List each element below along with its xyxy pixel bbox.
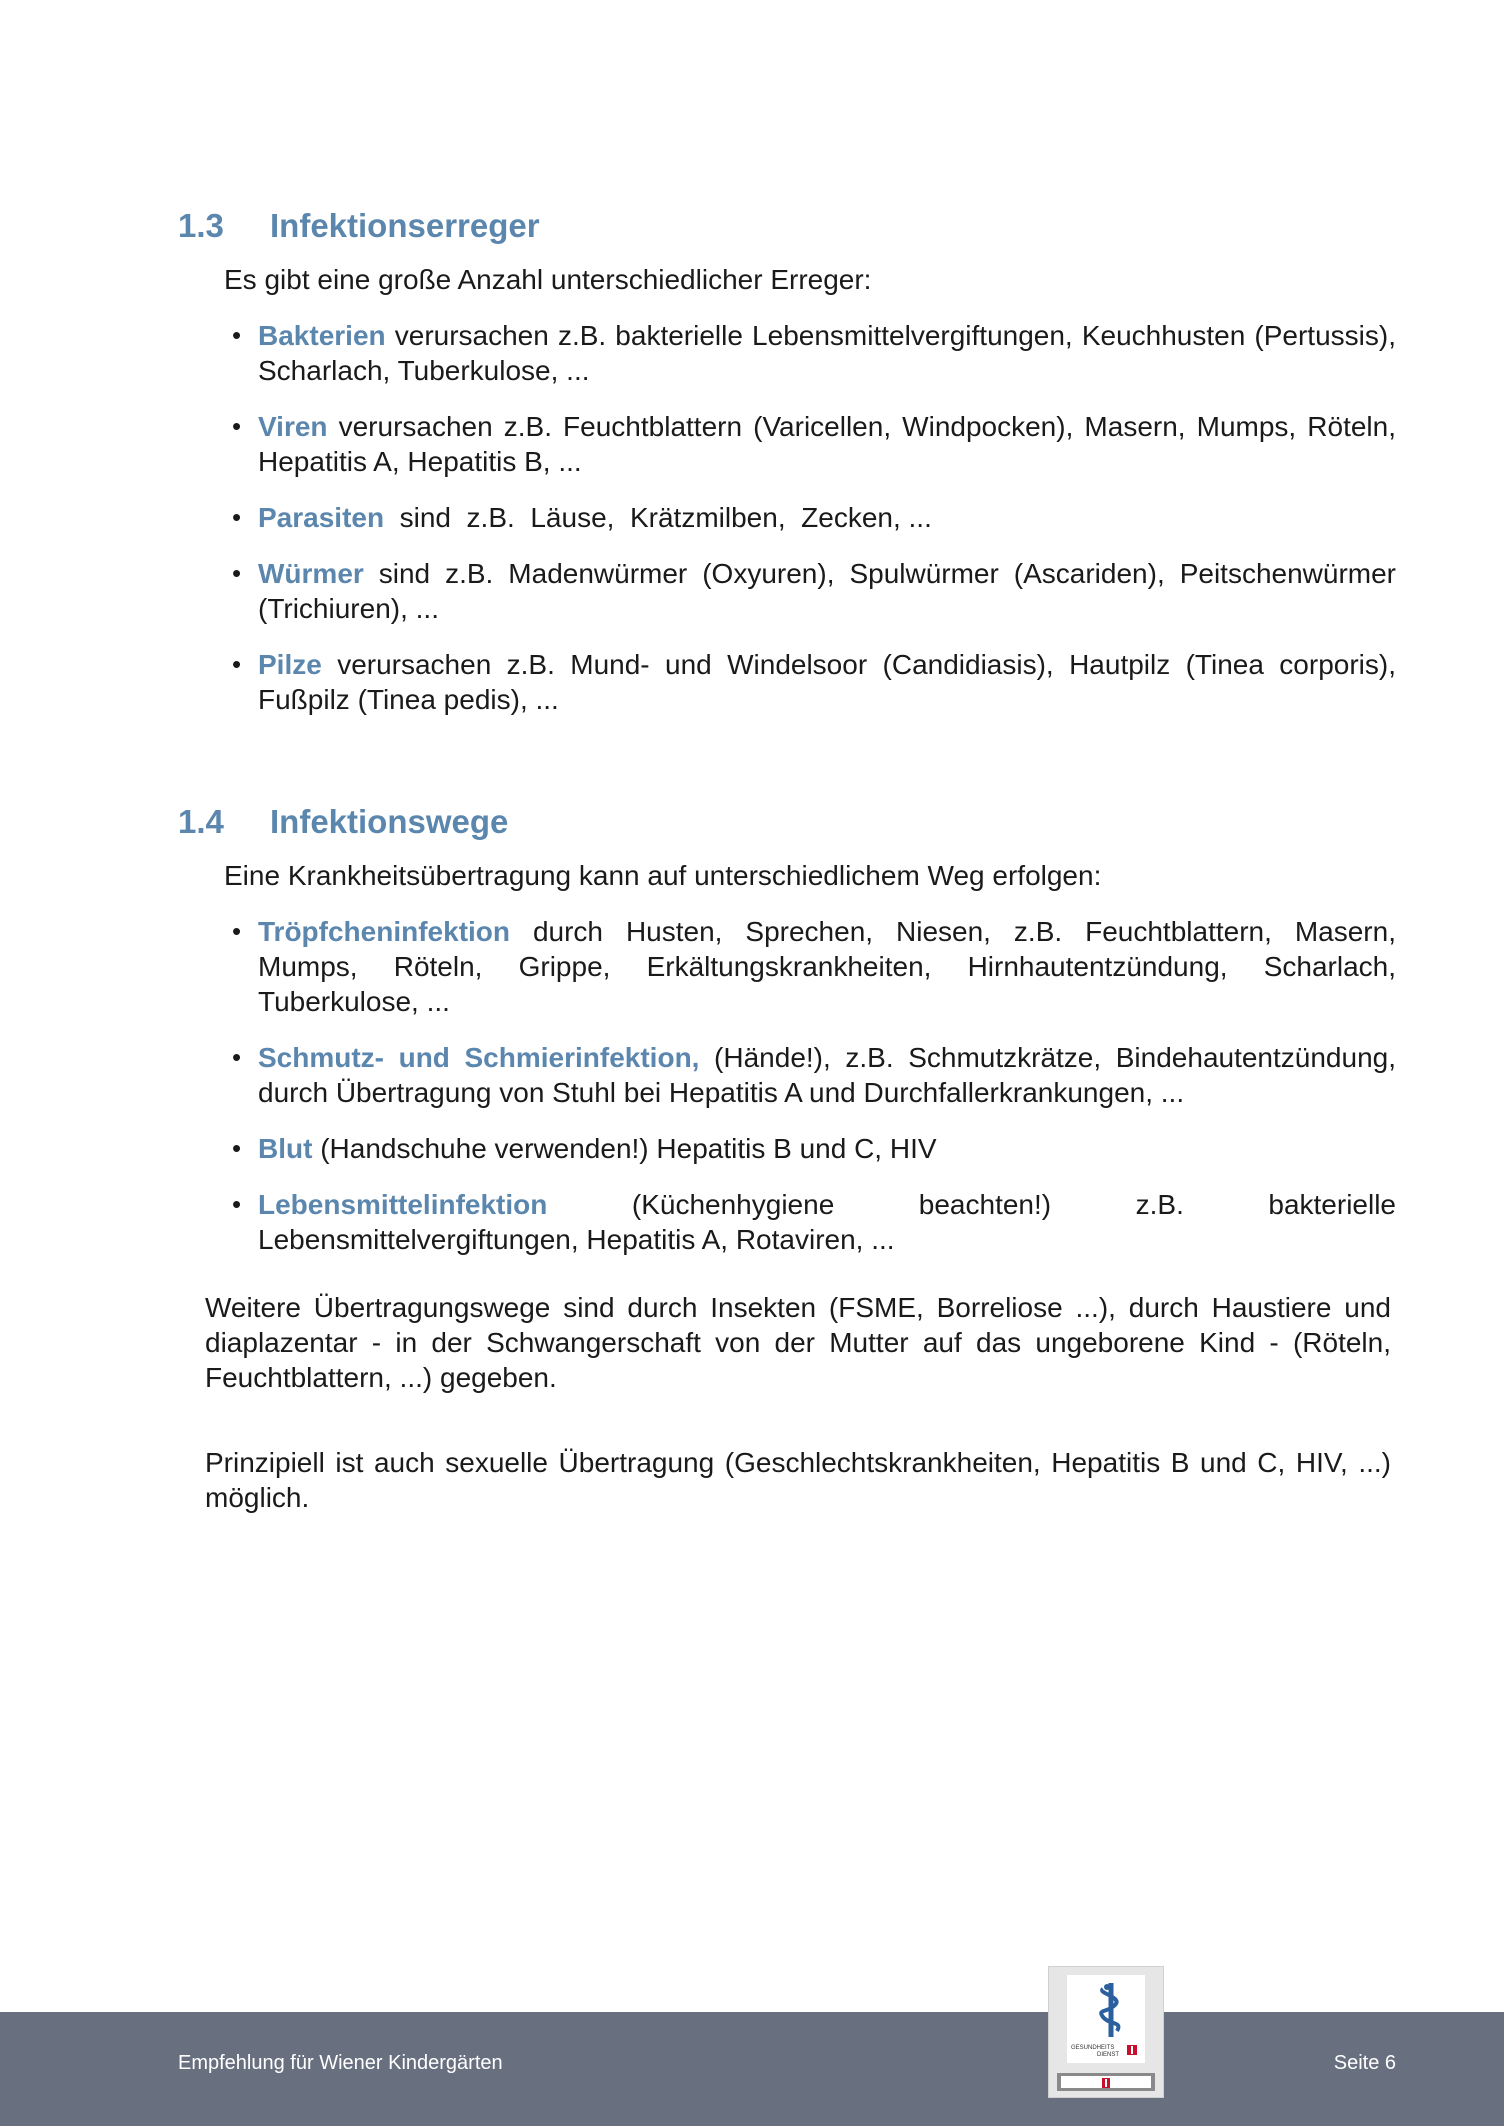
- list-item: [230, 1040, 1396, 1110]
- svg-text:DIENST: DIENST: [1097, 2052, 1120, 2058]
- list-item: [230, 500, 1396, 535]
- term: Pilze: [258, 649, 322, 680]
- item-text: verursachen z.B. Mund- und Windelsoor (Candidiasis), Hautpilz (Tinea corporis), Fußpilz (Tinea pedis), ...: [258, 649, 1396, 715]
- bullet-icon: •: [232, 558, 242, 588]
- section-title: Infektionswege: [270, 803, 509, 840]
- term: Würmer: [258, 558, 364, 589]
- footer-title: Empfehlung für Wiener Kindergärten: [178, 2052, 503, 2074]
- item-text: sind z.B. Läuse, Krätzmilben, Zecken, ...: [384, 502, 932, 533]
- section-heading-infektionswege: [178, 802, 508, 842]
- section-number: 1.3: [178, 207, 224, 244]
- section-title: Infektionserreger: [270, 207, 540, 244]
- infektionswege-list: [230, 914, 1396, 1278]
- paragraph-sexuelle-uebertragung: Prinzipiell ist auch sexuelle Übertragung (Geschlechtskrankheiten, Hepatitis B und C, HIV, ...) möglich.: [205, 1447, 1391, 1513]
- term: Viren: [258, 411, 328, 442]
- bullet-icon: •: [232, 411, 242, 441]
- staff-of-asclepius-icon: [1067, 1975, 1145, 2063]
- bullet-icon: •: [232, 1189, 242, 1219]
- logo-bar-inner: [1061, 2076, 1151, 2088]
- item-text: sind z.B. Madenwürmer (Oxyuren), Spulwürmer (Ascariden), Peitschenwürmer (Trichiuren), ...: [258, 558, 1396, 624]
- section-intro: Es gibt eine große Anzahl unterschiedlicher Erreger:: [224, 264, 872, 295]
- term: Blut: [258, 1133, 313, 1164]
- section-intro: Eine Krankheitsübertragung kann auf unterschiedlichem Weg erfolgen:: [224, 860, 1102, 891]
- term: Tröpfcheninfektion: [258, 916, 510, 947]
- list-item: [230, 647, 1396, 717]
- item-text: verursachen z.B. Feuchtblattern (Varicellen, Windpocken), Masern, Mumps, Röteln, Hepatitis A, Hepatitis B, ...: [258, 411, 1396, 477]
- term: Lebensmittelinfektion: [258, 1189, 548, 1220]
- item-text: (Handschuhe verwenden!) Hepatitis B und C, HIV: [312, 1133, 937, 1164]
- item-text: verursachen z.B. bakterielle Lebensmittelvergiftungen, Keuchhusten (Pertussis), Scharlach, Tuberkulose, ...: [258, 320, 1396, 386]
- bullet-icon: •: [232, 649, 242, 679]
- section-heading-infektionserreger: [178, 206, 540, 246]
- list-item: [230, 409, 1396, 479]
- bullet-icon: •: [232, 1133, 242, 1163]
- logo-emblem: [1067, 1975, 1145, 2063]
- item-text: (Hände!), z.B. Schmutzkrätze, Bindehautentzündung, durch Übertragung von Stuhl bei Hepatitis A und Durchfallerkrankungen, ...: [258, 1042, 1396, 1108]
- list-item: [230, 1187, 1396, 1257]
- bullet-icon: •: [232, 1042, 242, 1072]
- gesundheitsdienst-logo-icon: [1048, 1966, 1164, 2098]
- page-number: Seite 6: [1333, 2052, 1396, 2074]
- list-item: [230, 914, 1396, 1019]
- list-item: [230, 556, 1396, 626]
- page-footer: [0, 2012, 1504, 2126]
- bullet-icon: •: [232, 502, 242, 532]
- bullet-icon: •: [232, 916, 242, 946]
- vienna-crest-icon: [1061, 2077, 1151, 2089]
- bullet-icon: •: [232, 320, 242, 350]
- paragraph-weitere-uebertragungswege: Weitere Übertragungswege sind durch Insekten (FSME, Borreliose ...), durch Haustiere und diaplazentar - in der Schwangerschaft von der Mutter auf das ungeborene Kind - (Röteln, Feuchtblattern, ...) gegeben.: [205, 1292, 1391, 1393]
- list-item: [230, 1131, 1396, 1166]
- logo-bar: [1057, 2073, 1155, 2091]
- term: Schmutz- und Schmierinfektion,: [258, 1042, 700, 1073]
- section-number: 1.4: [178, 803, 224, 840]
- term: Bakterien: [258, 320, 386, 351]
- erreger-list: [230, 318, 1396, 738]
- item-text: (Küchenhygiene beachten!) z.B. bakterielle Lebensmittelvergiftungen, Hepatitis A, Rotaviren, ...: [258, 1189, 1396, 1255]
- svg-text:GESUNDHEITS: GESUNDHEITS: [1071, 2045, 1115, 2051]
- list-item: [230, 318, 1396, 388]
- term: Parasiten: [258, 502, 385, 533]
- item-text: durch Husten, Sprechen, Niesen, z.B. Feuchtblattern, Masern, Mumps, Röteln, Grippe, Erkältungskrankheiten, Hirnhautentzündung, Scharlach, Tuberkulose, ...: [258, 916, 1396, 1017]
